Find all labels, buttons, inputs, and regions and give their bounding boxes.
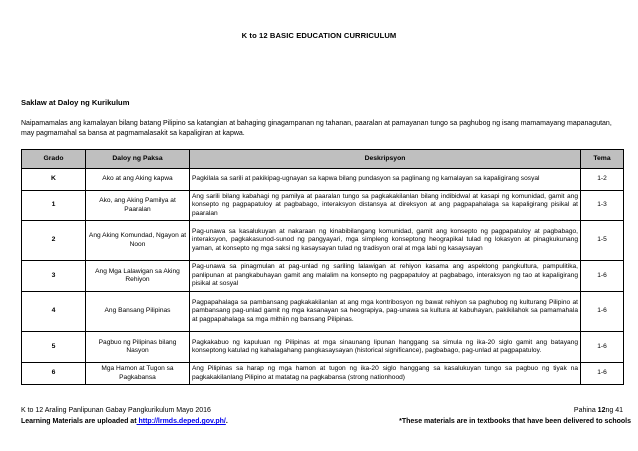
footer-notice-line xyxy=(21,418,631,425)
header-tema: Tema xyxy=(581,150,624,169)
header-deskripsyon: Deskripsyon xyxy=(190,150,581,169)
cell-grado: 3 xyxy=(22,261,86,292)
cell-deskripsyon: Pag-unawa sa pinagmulan at pag-unlad ng sariling lalawigan at rehiyon kasama ang aspektong pangkultura, pampulitika, panlipunan at pangkabuhayan gamit ang malalim na konsepto ng pagpapatuloy at pagbabago, interaksyon ng tao at kapaligirang pisikal at sosyal xyxy=(190,261,581,292)
table-row xyxy=(22,332,624,363)
textbook-notice: *These materials are in textbooks that have been delivered to schools xyxy=(399,418,631,425)
cell-grado: 6 xyxy=(22,363,86,385)
table-row xyxy=(22,221,624,261)
table-row xyxy=(22,169,624,191)
cell-paksa: Ako, ang Aking Pamilya at Paaralan xyxy=(86,191,190,221)
table-row xyxy=(22,261,624,292)
cell-deskripsyon: Ang Pilipinas sa harap ng mga hamon at tugon ng ika-20 siglo hanggang sa kasalukuyan tungo sa pagbuo ng tiyak na pagkakakilanlang Pilipino at matatag na pagkabansa (strong nationhood) xyxy=(190,363,581,385)
header-paksa: Daloy ng Paksa xyxy=(86,150,190,169)
cell-grado: 5 xyxy=(22,332,86,363)
curriculum-table xyxy=(21,149,624,385)
footer-line xyxy=(21,407,623,414)
uploaded-suffix: . xyxy=(225,418,228,425)
intro-paragraph: Naipamamalas ang kamalayan bilang batang Pilipino sa katangian at bahaging ginagampanan ng tahanan, paaralan at pamayanan tungo sa paghubog ng isang mamamayang mapanagutan, may pagmamahal sa bansa at pagmamalasakit sa kapaligiran at kapwa. xyxy=(21,120,612,137)
cell-tema: 1-6 xyxy=(581,332,624,363)
uploaded-text: Learning Materials are uploaded at xyxy=(21,418,137,425)
cell-deskripsyon: Ang sarili bilang kabahagi ng pamilya at paaralan tungo sa pagkakakilanlan bilang indibidwal at kasapi ng komunidad, gamit ang konsepto ng pagpapatuloy at pagbabago, interaksyon distansya at direksyon at ang pagpapahalaga sa kapaligirang pisikal at paaralan xyxy=(190,191,581,221)
cell-paksa: Ang Bansang Pilipinas xyxy=(86,292,190,332)
cell-paksa: Pagbuo ng Pilipinas bilang Nasyon xyxy=(86,332,190,363)
page-number: 12 xyxy=(597,407,606,414)
cell-grado: 2 xyxy=(22,221,86,261)
cell-deskripsyon: Pagkilala sa sarili at pakikipag-ugnayan sa kapwa bilang pundasyon sa paglinang ng kamalayan sa kapaligirang sosyal xyxy=(190,169,581,191)
cell-tema: 1-5 xyxy=(581,221,624,261)
cell-tema: 1-6 xyxy=(581,363,624,385)
cell-tema: 1-3 xyxy=(581,191,624,221)
page-suffix: ng 41 xyxy=(605,407,623,414)
cell-paksa: Mga Hamon at Tugon sa Pagkabansa xyxy=(86,363,190,385)
document-header: K to 12 BASIC EDUCATION CURRICULUM xyxy=(241,31,397,40)
footer-document-title: K to 12 Araling Panlipunan Gabay Pangkurikulum Mayo 2016 xyxy=(21,407,211,414)
cell-grado: 4 xyxy=(22,292,86,332)
cell-paksa: Ang Aking Komundad, Ngayon at Noon xyxy=(86,221,190,261)
cell-paksa: Ako at ang Aking kapwa xyxy=(86,169,190,191)
cell-deskripsyon: Pag-unawa sa kasalukuyan at nakaraan ng kinabibilangang komunidad, gamit ang konsepto ng pagpapatuloy at pagbabago, interaksyon, pagkakasunod-sunod ng pangyayari, mga simpleng konseptong heograpikal tulad ng lokasyon at pinagkukunang yaman, at konsepto ng mga saksi ng kasaysayan tulad ng tradisyon oral at mga labi ng kasaysayan xyxy=(190,221,581,261)
table-row xyxy=(22,191,624,221)
cell-deskripsyon: Pagkakabuo ng kapuluan ng Pilipinas at mga sinaunang lipunan hanggang sa simula ng ika-20 siglo gamit ang batayang konseptong katulad ng kahalagahang pangkasaysayan (historical significance), pagbabago, pag-unlad at pagpapatuloy. xyxy=(190,332,581,363)
header-grado: Grado xyxy=(22,150,86,169)
cell-grado: K xyxy=(22,169,86,191)
section-title: Saklaw at Daloy ng Kurikulum xyxy=(21,98,130,107)
cell-tema: 1-6 xyxy=(581,292,624,332)
cell-tema: 1-6 xyxy=(581,261,624,292)
lrmds-link[interactable]: http://lrmds.deped.gov.ph/ xyxy=(136,418,226,425)
table-header-row xyxy=(22,150,624,169)
page-prefix: Pahina xyxy=(573,407,598,414)
cell-paksa: Ang Mga Lalawigan sa Aking Rehiyon xyxy=(86,261,190,292)
cell-tema: 1-2 xyxy=(581,169,624,191)
cell-deskripsyon: Pagpapahalaga sa pambansang pagkakakilanlan at ang mga kontribosyon ng bawat rehiyon sa paghubog ng kulturang Pilipino at pambansang pag-unlad gamit ng mga kasanayan sa heograpiya, pag-unawa sa kultura at kabuhayan, pakikilahok sa pamamahala at pagpapahalaga sa mga mithiin ng bansang Pilipinas. xyxy=(190,292,581,332)
table-row xyxy=(22,363,624,385)
cell-grado: 1 xyxy=(22,191,86,221)
table-row xyxy=(22,292,624,332)
page-indicator xyxy=(574,407,623,414)
